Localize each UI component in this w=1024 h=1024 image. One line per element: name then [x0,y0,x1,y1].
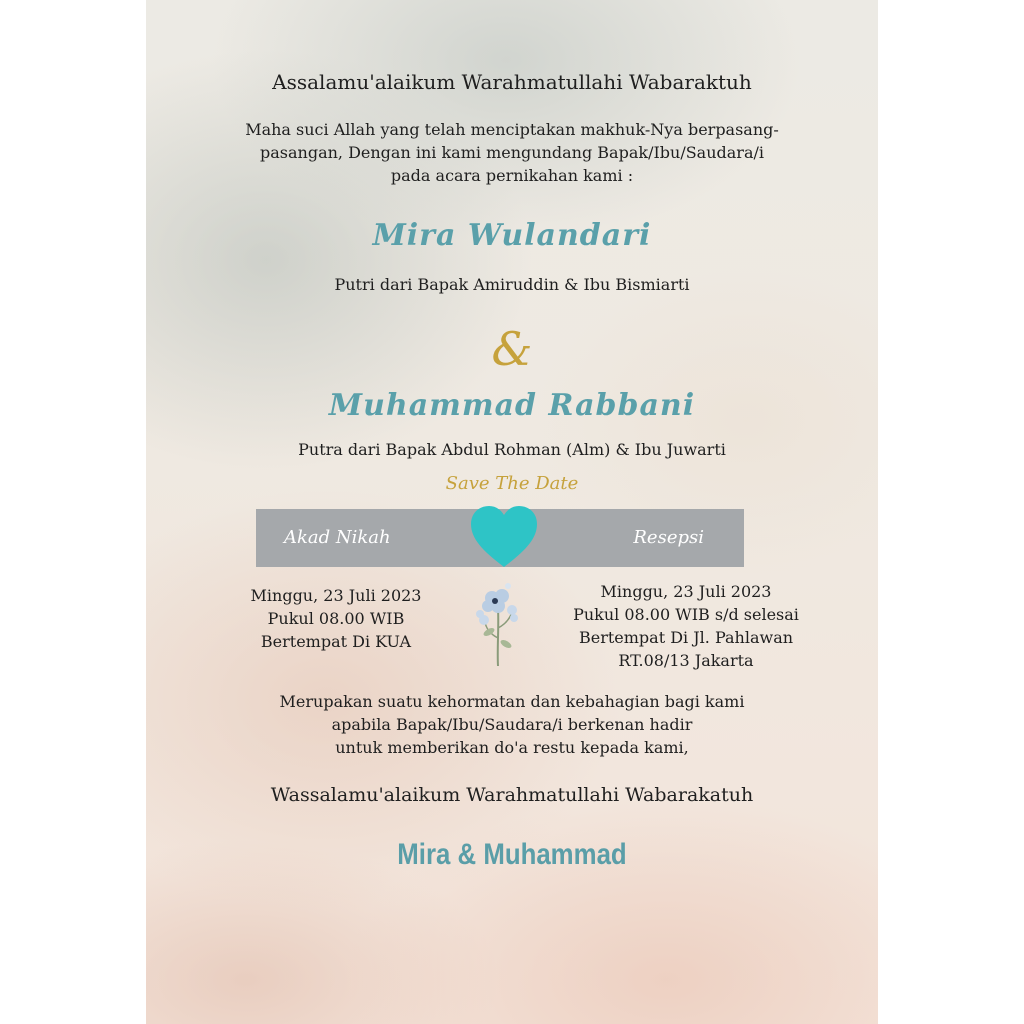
couple-signature: Mira & Muhammad [397,838,627,871]
intro-paragraph [146,118,878,187]
resepsi-place: Bertempat Di Jl. Pahlawan [578,628,794,647]
akad-place: Bertempat Di KUA [260,632,412,651]
akad-time: Pukul 08.00 WIB [267,609,405,628]
intro-line: pasangan, Dengan ini kami mengundang Bapak/Ibu/Saudara/i [259,143,764,162]
greeting-text: Assalamu'alaikum Warahmatullahi Wabaraktuh [272,70,752,94]
intro-line: pada acara pernikahan kami : [390,166,634,185]
resepsi-time: Pukul 08.00 WIB s/d selesai [573,605,799,624]
closing-paragraph [146,690,878,759]
intro-line: Maha suci Allah yang telah menciptakan makhuk-Nya berpasang- [245,120,779,139]
invitation-card [146,0,878,1024]
resepsi-date: Minggu, 23 Juli 2023 [600,582,772,601]
resepsi-details [566,580,806,672]
closing-line: apabila Bapak/Ibu/Saudara/i berkenan hadir [331,715,693,734]
resepsi-label: Resepsi [633,527,704,548]
farewell-text: Wassalamu'alaikum Warahmatullahi Wabarakatuh [270,784,754,806]
akad-label: Akad Nikah [284,527,391,548]
flower-icon [468,578,528,670]
bride-parents: Putri dari Bapak Amiruddin & Ibu Bismiarti [334,275,690,294]
bride-name: Mira Wulandari [372,218,652,253]
heart-icon [469,505,539,569]
akad-details [246,584,426,653]
groom-parents: Putra dari Bapak Abdul Rohman (Alm) & Ibu Juwarti [298,440,726,459]
save-the-date: Save The Date [445,473,579,494]
ampersand: & [491,322,533,376]
akad-date: Minggu, 23 Juli 2023 [250,586,422,605]
closing-line: Merupakan suatu kehormatan dan kebahagian bagi kami [279,692,745,711]
closing-line: untuk memberikan do'a restu kepada kami, [335,738,689,757]
groom-name: Muhammad Rabbani [328,388,696,423]
resepsi-place-2: RT.08/13 Jakarta [618,651,754,670]
